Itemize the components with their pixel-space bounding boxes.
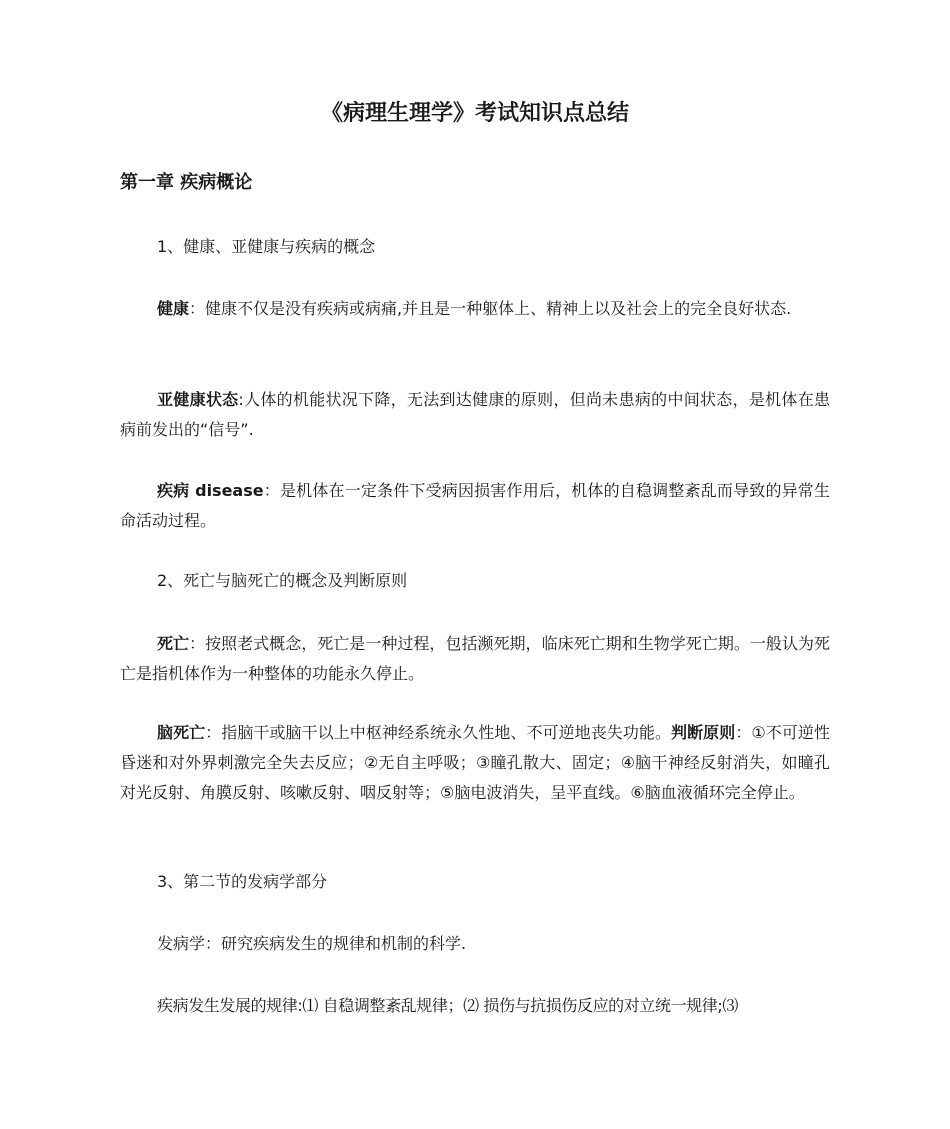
pathogenesis-definition: 发病学：研究疾病发生的规律和机制的科学. bbox=[157, 934, 467, 953]
subhealth-term: 亚健康状态 bbox=[157, 390, 239, 409]
disease-laws: 疾病发生发展的规律:⑴ 自稳调整紊乱规律；⑵ 损伤与抗损伤反应的对立统一规律;⑶ bbox=[157, 996, 738, 1015]
health-term: 健康 bbox=[157, 299, 190, 318]
brain-death-definition bbox=[120, 718, 830, 808]
subhealth-definition bbox=[120, 385, 830, 445]
chapter-heading: 第一章 疾病概论 bbox=[120, 172, 253, 193]
criteria-term: 判断原则 bbox=[671, 723, 736, 742]
death-text: ：按照老式概念，死亡是一种过程，包括濒死期，临床死亡期和生物学死亡期。一般认为死亡是指机体作为一种整体的功能永久停止。 bbox=[120, 634, 830, 683]
section-3-heading: 3、第二节的发病学部分 bbox=[157, 872, 328, 891]
health-definition bbox=[120, 294, 830, 324]
health-text: ：健康不仅是没有疾病或病痛,并且是一种躯体上、精神上以及社会上的完全良好状态. bbox=[189, 299, 792, 318]
disease-text: ：是机体在一定条件下受病因损害作用后，机体的自稳调整紊乱而导致的异常生命活动过程。 bbox=[120, 481, 830, 530]
death-definition bbox=[120, 629, 830, 689]
disease-definition bbox=[120, 476, 830, 536]
section-1-heading: 1、健康、亚健康与疾病的概念 bbox=[157, 237, 376, 256]
section-2-heading: 2、死亡与脑死亡的概念及判断原则 bbox=[157, 571, 408, 590]
brain-death-term: 脑死亡 bbox=[157, 723, 206, 742]
disease-term: 疾病 disease bbox=[157, 481, 264, 500]
brain-death-text: ：指脑干或脑干以上中枢神经系统永久性地、不可逆地丧失功能。 bbox=[205, 723, 672, 742]
criteria-text: ：①不可逆性昏迷和对外界刺激完全失去反应；②无自主呼吸；③瞳孔散大、固定；④脑干神经反射消失，如瞳孔对光反射、角膜反射、咳嗽反射、咽反射等；⑤脑电波消失，呈平直线。⑥脑血液循环完全停止。 bbox=[120, 723, 830, 802]
document-title: 《病理生理学》考试知识点总结 bbox=[320, 101, 629, 126]
death-term: 死亡 bbox=[157, 634, 190, 653]
subhealth-text: :人体的机能状况下降，无法到达健康的原则，但尚未患病的中间状态，是机体在患病前发出的“信号”. bbox=[120, 390, 830, 439]
